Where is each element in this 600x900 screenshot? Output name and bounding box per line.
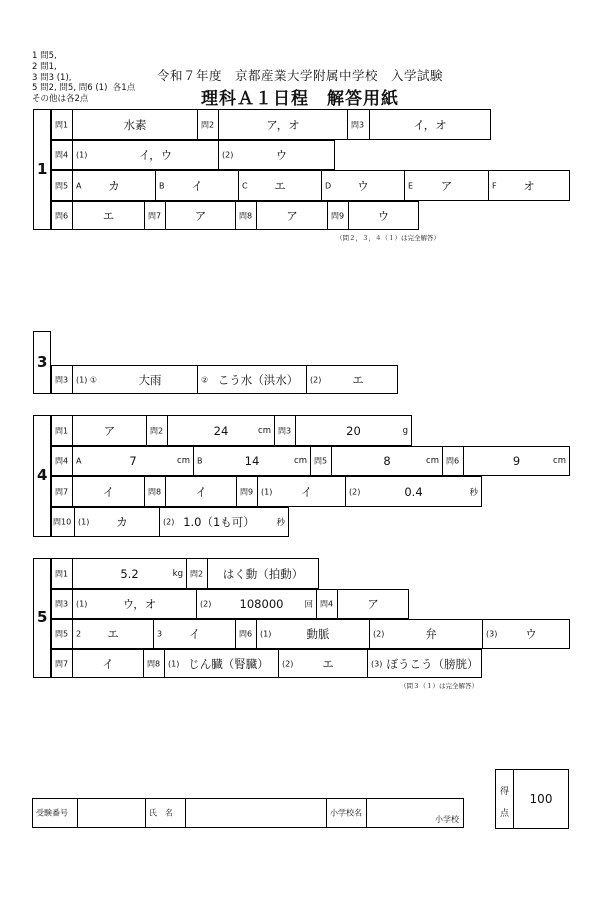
score-label-1: 得 bbox=[500, 787, 510, 797]
s1-q5-C: C エ bbox=[239, 171, 322, 200]
s5-row1 bbox=[51, 558, 319, 589]
s5-q6-3: (3) ウ bbox=[486, 627, 537, 641]
s1-q9-answer: ウ bbox=[377, 208, 390, 223]
s4-q3-answer: 20 g bbox=[346, 423, 408, 438]
s4-q7-answer: イ bbox=[73, 477, 145, 506]
section-3-number: 3 bbox=[37, 353, 48, 371]
s1-q3-answer: イ，オ bbox=[413, 117, 447, 132]
s5-q5-label: 問5 bbox=[52, 620, 73, 648]
s4-q8-label: 問8 bbox=[145, 477, 166, 506]
s1-q5-D: D ウ bbox=[322, 171, 405, 200]
s5-row2 bbox=[51, 589, 409, 619]
s1-q8-label: 問8 bbox=[236, 202, 257, 229]
s1-q7-answer: ア bbox=[166, 202, 236, 229]
s4-q2-answer: 24 cm bbox=[168, 416, 275, 445]
s1-q5-label: 問5 bbox=[52, 171, 73, 200]
s5-q3-label: 問3 bbox=[52, 590, 73, 618]
s1-q6-label: 問6 bbox=[52, 202, 73, 229]
s1-row3 bbox=[51, 170, 570, 201]
exam-number-field[interactable] bbox=[78, 799, 146, 827]
s1-q5-E: E ア bbox=[405, 171, 489, 200]
s5-row3 bbox=[51, 619, 570, 649]
s5-q1-label: 問1 bbox=[52, 559, 73, 588]
s4-row2 bbox=[51, 446, 570, 476]
s1-q4-label: 問4 bbox=[52, 141, 73, 169]
s1-q3-label: 問3 bbox=[348, 110, 370, 139]
s5-q5-2: 2 エ bbox=[73, 620, 154, 648]
s3-q3-1-2: ② こう水（洪水） bbox=[198, 366, 307, 393]
score-value: 100 bbox=[529, 792, 553, 806]
s4-q2-label: 問2 bbox=[147, 416, 168, 445]
candidate-info-row bbox=[32, 798, 464, 828]
s4-q9-label: 問9 bbox=[237, 477, 258, 506]
sheet-title: 理科Ａ１日程 解答用紙 bbox=[201, 89, 399, 109]
s1-q2-answer: ア，オ bbox=[219, 110, 348, 139]
s4-q9-2: (2) 0.4 秒 bbox=[349, 484, 478, 499]
s5-q6-1: (1) 動脈 bbox=[257, 620, 370, 648]
section-4-number: 4 bbox=[37, 466, 48, 484]
exam-number-label: 受験番号 bbox=[33, 799, 78, 827]
s5-q4-answer: ア bbox=[367, 597, 379, 611]
s4-row4 bbox=[51, 507, 289, 537]
s4-q3-label: 問3 bbox=[275, 416, 296, 445]
s1-q7-label: 問7 bbox=[145, 202, 166, 229]
s4-q6-answer: 9 cm bbox=[512, 454, 566, 468]
s5-q2-answer: はく動（拍動） bbox=[222, 566, 304, 581]
s1-row2 bbox=[51, 140, 335, 170]
s1-footnote: （問２，３，４（１）は完全解答） bbox=[336, 234, 440, 242]
s5-q6-label: 問6 bbox=[236, 620, 257, 648]
s4-q5-answer: 8 cm bbox=[332, 447, 443, 475]
s3-q3-1-1: (1) ① 大雨 bbox=[73, 366, 198, 393]
s3-q3-2: (2) エ bbox=[310, 372, 364, 387]
section-1-number: 1 bbox=[37, 160, 48, 178]
s1-q9-label: 問9 bbox=[328, 202, 349, 229]
s4-q4-B: B 14 cm bbox=[194, 447, 311, 475]
s4-q5-label: 問5 bbox=[311, 447, 332, 475]
s5-q8-2: (2) エ bbox=[279, 650, 368, 677]
s4-q8-answer: イ bbox=[166, 477, 237, 506]
s5-q8-3: (3) ぼうこう（膀胱） bbox=[371, 656, 479, 671]
s5-q2-label: 問2 bbox=[187, 559, 208, 588]
s1-q4-1: (1) イ，ウ bbox=[73, 141, 219, 169]
s5-q5-3: 3 イ bbox=[154, 620, 236, 648]
s1-row4 bbox=[51, 201, 419, 230]
s1-q1-label: 問1 bbox=[52, 110, 73, 139]
score-box bbox=[495, 769, 569, 829]
s4-q10-label: 問10 bbox=[52, 508, 75, 536]
s4-q9-1: (1) イ bbox=[258, 477, 346, 506]
s4-q10-1: (1) カ bbox=[75, 508, 160, 536]
s5-q4-label: 問4 bbox=[317, 590, 338, 618]
school-label: 小学校名 bbox=[327, 799, 367, 827]
s5-q3-1: (1) ウ，オ bbox=[73, 590, 197, 618]
s5-q3-2: (2) 108000 回 bbox=[197, 590, 317, 618]
scoring-note: 1 問5, 2 問1, 3 問3 (1), 5 問2, 問5, 問6 (1) 各1点 その他は各2点 bbox=[32, 51, 136, 105]
s3-row bbox=[51, 365, 398, 394]
section-5-number: 5 bbox=[37, 608, 48, 626]
school-field[interactable]: 小学校 bbox=[435, 815, 459, 824]
s4-q4-A: A 7 cm bbox=[73, 447, 194, 475]
s1-q5-A: A カ bbox=[73, 171, 156, 200]
s5-q8-label: 問8 bbox=[144, 650, 165, 677]
name-label: 氏 名 bbox=[146, 799, 186, 827]
score-label-2: 点 bbox=[500, 809, 510, 819]
name-field[interactable] bbox=[186, 799, 327, 827]
s1-q6-answer: エ bbox=[73, 202, 145, 229]
s1-q1-answer: 水素 bbox=[73, 110, 198, 139]
s5-q8-1: (1) じん臓（腎臓） bbox=[165, 650, 279, 677]
s5-row4 bbox=[51, 649, 482, 678]
s1-q8-answer: ア bbox=[257, 202, 328, 229]
s5-q7-label: 問7 bbox=[52, 650, 73, 677]
s4-q4-label: 問4 bbox=[52, 447, 73, 475]
s1-q2-label: 問2 bbox=[198, 110, 219, 139]
s1-q5-F: F オ bbox=[492, 178, 535, 193]
s1-q4-2: (2) ウ bbox=[222, 148, 288, 162]
s5-q1-answer: 5.2 kg bbox=[73, 559, 187, 588]
s5-q7-answer: イ bbox=[73, 650, 144, 677]
s4-row1 bbox=[51, 415, 412, 446]
s3-q3-label: 問3 bbox=[52, 366, 73, 393]
s4-q7-label: 問7 bbox=[52, 477, 73, 506]
s4-q10-2: (2) 1.0（1も可） 秒 bbox=[163, 515, 285, 529]
exam-title: 令和７年度 京都産業大学附属中学校 入学試験 bbox=[156, 68, 443, 83]
s1-row1 bbox=[51, 109, 491, 140]
s5-footnote: （問３（１）は完全解答） bbox=[400, 682, 478, 690]
s5-q6-2: (2) 弁 bbox=[370, 620, 483, 648]
s4-q6-label: 問6 bbox=[443, 447, 464, 475]
s4-q1-label: 問1 bbox=[52, 416, 73, 445]
s4-q1-answer: ア bbox=[73, 416, 147, 445]
s4-row3 bbox=[51, 476, 482, 507]
s1-q5-B: B イ bbox=[156, 171, 239, 200]
